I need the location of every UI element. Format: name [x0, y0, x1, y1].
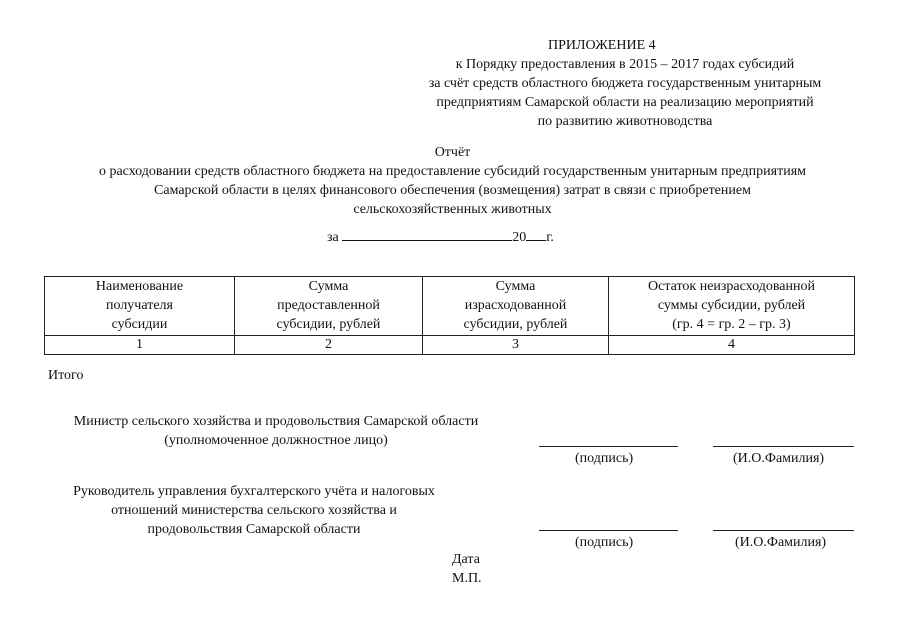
appendix-line: по развитию животноводства — [537, 114, 713, 129]
report-subtitle-line: Самарской области в целях финансового обеспечения (возмещения) затрат в связи с приобретением — [154, 183, 751, 198]
period-prefix: за — [327, 230, 339, 245]
report-subtitle — [20, 162, 885, 219]
column-number: 4 — [609, 336, 855, 355]
report-period — [327, 226, 554, 247]
appendix-title: ПРИЛОЖЕНИЕ 4 — [548, 38, 656, 53]
head-title — [44, 482, 464, 539]
date-seal-block — [452, 550, 482, 588]
date-label: Дата — [452, 552, 480, 567]
header-recipient-name: Наименование получателя субсидии — [45, 277, 235, 336]
head-title-line: отношений министерства сельского хозяйства и — [111, 503, 397, 518]
column-number-row — [45, 336, 855, 355]
column-number: 2 — [235, 336, 423, 355]
table-header-row — [45, 277, 855, 336]
seal-label: М.П. — [452, 571, 482, 586]
report-subtitle-line: о расходовании средств областного бюджета на предоставление субсидий государственным унитарным предприятиям — [98, 164, 807, 179]
header-remaining-balance: Остаток неизрасходованной суммы субсидии, рублей (гр. 4 = гр. 2 – гр. 3) — [609, 277, 855, 336]
head-name-caption: (И.О.Фамилия) — [735, 535, 827, 550]
report-title: Отчёт — [434, 145, 471, 160]
period-year-blank[interactable] — [526, 226, 546, 241]
report-subtitle-line: сельскохозяйственных животных — [353, 202, 552, 217]
column-number: 1 — [45, 336, 235, 355]
head-name-line[interactable] — [713, 530, 854, 531]
column-number: 3 — [423, 336, 609, 355]
report-table — [44, 276, 855, 355]
head-title-line: продовольствия Самарской области — [147, 522, 361, 537]
head-signature-line[interactable] — [539, 530, 678, 531]
minister-title — [44, 412, 508, 450]
appendix-description — [335, 55, 905, 131]
period-date-blank[interactable] — [342, 226, 512, 241]
total-label: Итого — [48, 368, 84, 383]
appendix-line: за счёт средств областного бюджета государственным унитарным — [428, 76, 822, 91]
header-amount-provided: Сумма предоставленной субсидии, рублей — [235, 277, 423, 336]
appendix-line: предприятиям Самарской области на реализацию мероприятий — [436, 95, 814, 110]
period-suffix: г. — [546, 230, 554, 245]
minister-title-line: (уполномоченное должностное лицо) — [164, 433, 388, 448]
minister-title-line: Министр сельского хозяйства и продовольствия Самарской области — [73, 414, 479, 429]
head-signature-caption: (подпись) — [575, 535, 634, 550]
minister-signature-line[interactable] — [539, 446, 678, 447]
head-title-line: Руководитель управления бухгалтерского учёта и налоговых — [73, 484, 435, 499]
period-year-prefix: 20 — [512, 230, 527, 245]
minister-name-line[interactable] — [713, 446, 854, 447]
minister-signature-caption: (подпись) — [575, 451, 634, 466]
appendix-line: к Порядку предоставления в 2015 – 2017 годах субсидий — [455, 57, 795, 72]
header-amount-spent: Сумма израсходованной субсидии, рублей — [423, 277, 609, 336]
minister-name-caption: (И.О.Фамилия) — [733, 451, 825, 466]
